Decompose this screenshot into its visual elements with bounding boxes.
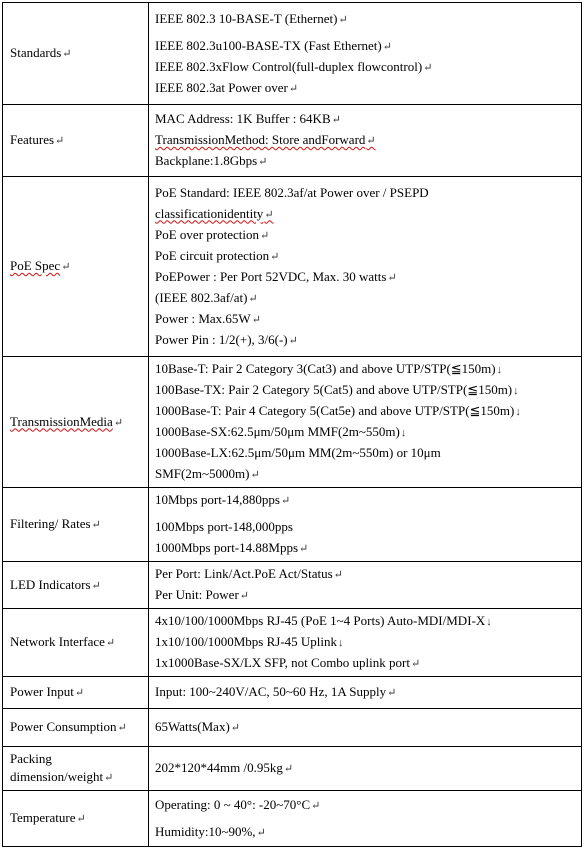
spec-line: 202*120*44mm /0.95kg↵ bbox=[155, 760, 294, 775]
row-label: Temperature bbox=[10, 810, 76, 825]
spec-line: SMF(2m~5000m)↵ bbox=[155, 466, 260, 481]
row-value-cell bbox=[149, 562, 582, 609]
paragraph-mark-icon: ↵ bbox=[62, 48, 72, 60]
spec-line: MAC Address: 1K Buffer : 64KB↵ bbox=[155, 111, 341, 126]
row-value-cell bbox=[149, 105, 582, 177]
spec-line: Humidity:10~90%,↵ bbox=[155, 823, 266, 839]
spec-line: 1000Base-T: Pair 4 Category 5(Cat5e) and above UTP/STP(≦150m)↓ bbox=[155, 403, 521, 418]
table-row bbox=[3, 562, 582, 609]
table-row bbox=[3, 609, 582, 677]
line-break-icon: ↓ bbox=[496, 364, 503, 376]
spec-line: Input: 100~240V/AC, 50~60 Hz, 1A Supply↵ bbox=[155, 684, 397, 699]
paragraph-mark-icon: ↵ bbox=[91, 519, 101, 531]
row-label-cell bbox=[3, 677, 149, 709]
spec-line: PoE over protection↵ bbox=[155, 226, 270, 242]
table-row bbox=[3, 488, 582, 562]
row-value-cell bbox=[149, 677, 582, 709]
line-break-icon: ↓ bbox=[400, 427, 407, 439]
row-label: Features bbox=[10, 132, 55, 147]
paragraph-mark-icon: ↵ bbox=[423, 61, 433, 74]
spec-line: Backplane:1.8Gbps↵ bbox=[155, 153, 268, 168]
paragraph-mark-icon: ↵ bbox=[55, 135, 65, 147]
paragraph-mark-icon: ↵ bbox=[74, 687, 85, 699]
paragraph-mark-icon: ↵ bbox=[117, 722, 127, 734]
paragraph-mark-icon: ↵ bbox=[259, 229, 270, 242]
spec-line: Per Unit: Power↵ bbox=[155, 587, 249, 602]
table-row bbox=[3, 177, 582, 357]
spec-line: Operating: 0 ~ 40°: -20~70°C↵ bbox=[155, 796, 321, 812]
spec-line: Per Port: Link/Act.PoE Act/Status↵ bbox=[155, 566, 343, 581]
paragraph-mark-icon: ↵ bbox=[288, 334, 298, 347]
paragraph-mark-icon: ↵ bbox=[333, 569, 343, 581]
row-label: LED Indicators bbox=[10, 576, 91, 592]
row-label: Standards bbox=[10, 45, 62, 60]
spec-line: 65Watts(Max)↵ bbox=[155, 719, 240, 734]
spec-line: 1x1000Base-SX/LX SFP, not Combo uplink port↵ bbox=[155, 655, 421, 670]
row-value-cell bbox=[149, 3, 582, 105]
spec-line: IEEE 802.3xFlow Control(full-duplex flowcontrol)↵ bbox=[155, 58, 433, 74]
spec-line: 1000Mbps port-14.88Mpps↵ bbox=[155, 540, 309, 555]
paragraph-mark-icon: ↵ bbox=[76, 813, 86, 825]
paragraph-mark-icon: ↵ bbox=[366, 135, 376, 147]
row-label: TransmissionMedia bbox=[10, 413, 113, 429]
paragraph-mark-icon: ↵ bbox=[105, 637, 116, 649]
table-row bbox=[3, 357, 582, 488]
spec-line: 4x10/100/1000Mbps RJ-45 (PoE 1~4 Ports) Auto-MDI/MDI-X↓ bbox=[155, 613, 492, 628]
paragraph-mark-icon: ↵ bbox=[251, 313, 261, 326]
row-label-cell bbox=[3, 791, 149, 847]
spec-line: 1x10/100/1000Mbps RJ-45 Uplink↓ bbox=[155, 634, 344, 649]
row-value-cell bbox=[149, 747, 582, 791]
row-label: Filtering/ Rates bbox=[10, 516, 91, 531]
row-value-cell bbox=[149, 357, 582, 488]
row-label-cell bbox=[3, 488, 149, 562]
paragraph-mark-icon: ↵ bbox=[258, 156, 268, 168]
paragraph-mark-icon: ↵ bbox=[387, 271, 397, 284]
spec-line: classificationidentity↵ bbox=[155, 205, 274, 221]
spec-line: IEEE 802.3 10-BASE-T (Ethernet)↵ bbox=[155, 10, 348, 26]
row-value-cell bbox=[149, 609, 582, 677]
row-label-cell bbox=[3, 747, 149, 791]
paragraph-mark-icon: ↵ bbox=[250, 469, 260, 481]
spec-line: PoEPower : Per Port 52VDC, Max. 30 watts↵ bbox=[155, 268, 397, 284]
table-row bbox=[3, 3, 582, 105]
paragraph-mark-icon: ↵ bbox=[230, 722, 240, 734]
spec-line: 10Base-T: Pair 2 Category 3(Cat3) and above UTP/STP(≦150m)↓ bbox=[155, 361, 503, 376]
row-value-cell bbox=[149, 488, 582, 562]
row-value-cell bbox=[149, 177, 582, 357]
spec-line: 100Base-TX: Pair 2 Category 5(Cat5) and above UTP/STP(≦150m)↓ bbox=[155, 382, 519, 397]
table-row bbox=[3, 105, 582, 177]
spec-line: 1000Base-LX:62.5μm/50μm MM(2m~550m) or 10μm bbox=[155, 445, 441, 460]
spec-line: 1000Base-SX:62.5μm/50μm MMF(2m~550m)↓ bbox=[155, 424, 407, 439]
row-label: Power Consumption bbox=[10, 719, 117, 734]
paragraph-mark-icon: ↵ bbox=[264, 208, 274, 221]
spec-line: PoE Standard: IEEE 802.3af/at Power over / PSEPD bbox=[155, 184, 429, 200]
paragraph-mark-icon: ↵ bbox=[338, 13, 348, 26]
spec-line: 10Mbps port-14,880pps↵ bbox=[155, 492, 291, 507]
row-label-cell bbox=[3, 357, 149, 488]
spec-table bbox=[2, 2, 582, 847]
paragraph-mark-icon: ↵ bbox=[288, 82, 299, 95]
table-row bbox=[3, 747, 582, 791]
table-row bbox=[3, 677, 582, 709]
line-break-icon: ↓ bbox=[486, 616, 492, 628]
paragraph-mark-icon: ↵ bbox=[299, 543, 309, 555]
paragraph-mark-icon: ↵ bbox=[311, 799, 321, 812]
spec-line: PoE circuit protection↵ bbox=[155, 247, 280, 263]
line-break-icon: ↓ bbox=[513, 385, 519, 397]
spec-line: (IEEE 802.3af/at)↵ bbox=[155, 289, 258, 305]
row-label: Packing dimension/weight bbox=[10, 751, 104, 784]
row-label-cell bbox=[3, 105, 149, 177]
paragraph-mark-icon: ↵ bbox=[270, 250, 280, 263]
paragraph-mark-icon: ↵ bbox=[382, 40, 392, 53]
spec-line: TransmissionMethod: Store andForward↵ bbox=[155, 132, 376, 147]
paragraph-mark-icon: ↵ bbox=[113, 416, 124, 429]
spec-line: IEEE 802.3at Power over↵ bbox=[155, 79, 299, 95]
paragraph-mark-icon: ↵ bbox=[91, 579, 101, 592]
paragraph-mark-icon: ↵ bbox=[283, 763, 294, 775]
paragraph-mark-icon: ↵ bbox=[256, 826, 266, 839]
paragraph-mark-icon: ↵ bbox=[331, 114, 341, 126]
table-row bbox=[3, 791, 582, 847]
row-value-cell bbox=[149, 791, 582, 847]
spec-line: 100Mbps port-148,000pps bbox=[155, 519, 293, 534]
paragraph-mark-icon: ↵ bbox=[248, 292, 258, 305]
row-label-cell bbox=[3, 177, 149, 357]
paragraph-mark-icon: ↵ bbox=[410, 658, 421, 670]
row-label-cell bbox=[3, 3, 149, 105]
spec-line: Power : Max.65W↵ bbox=[155, 310, 261, 326]
spec-table-body bbox=[3, 3, 582, 847]
row-label-cell bbox=[3, 562, 149, 609]
row-label: Network Interface bbox=[10, 634, 105, 649]
paragraph-mark-icon: ↵ bbox=[387, 687, 397, 699]
line-break-icon: ↓ bbox=[338, 637, 344, 649]
spec-line: Power Pin : 1/2(+), 3/6(-)↵ bbox=[155, 331, 298, 347]
row-label: Power Input bbox=[10, 684, 74, 699]
paragraph-mark-icon: ↵ bbox=[280, 495, 291, 507]
paragraph-mark-icon: ↵ bbox=[239, 590, 249, 602]
table-row bbox=[3, 709, 582, 747]
row-label-cell bbox=[3, 709, 149, 747]
paragraph-mark-icon: ↵ bbox=[61, 261, 71, 273]
paragraph-mark-icon: ↵ bbox=[104, 772, 114, 784]
line-break-icon: ↓ bbox=[515, 406, 521, 418]
row-value-cell bbox=[149, 709, 582, 747]
row-label: PoE Spec bbox=[10, 258, 61, 273]
row-label-cell bbox=[3, 609, 149, 677]
spec-line: IEEE 802.3u100-BASE-TX (Fast Ethernet)↵ bbox=[155, 37, 392, 53]
